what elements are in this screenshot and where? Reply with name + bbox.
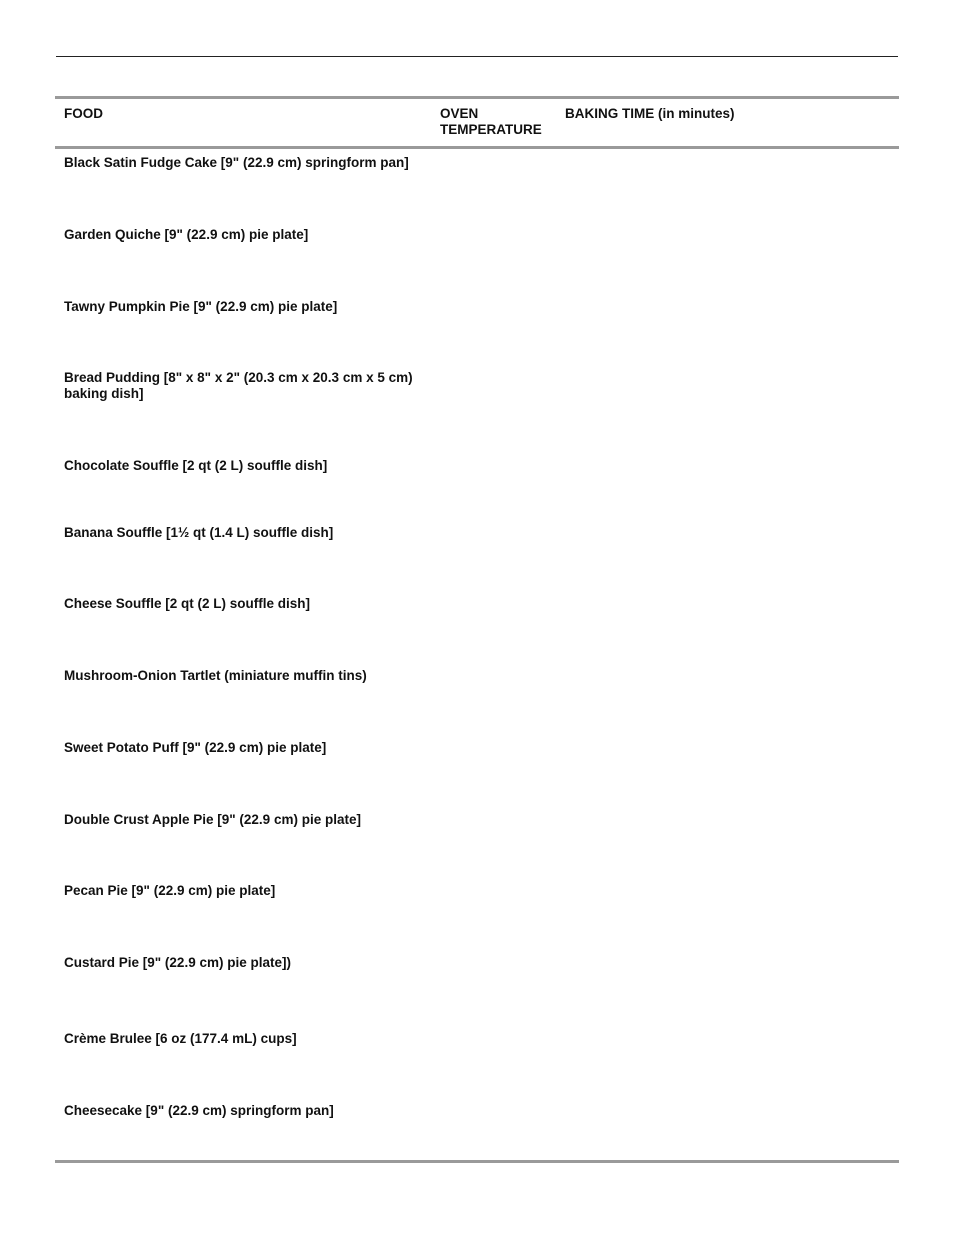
table-row: Garden Quiche [9" (22.9 cm) pie plate] bbox=[64, 227, 309, 242]
table-row: Pecan Pie [9" (22.9 cm) pie plate] bbox=[64, 883, 276, 898]
table-row: Crème Brulee [6 oz (177.4 mL) cups] bbox=[64, 1031, 297, 1046]
header-food: FOOD bbox=[64, 106, 103, 121]
table-row: Banana Souffle [1½ qt (1.4 L) souffle dish] bbox=[64, 525, 334, 540]
header-baking-time: BAKING TIME (in minutes) bbox=[565, 106, 735, 121]
header-oven-temperature bbox=[440, 106, 560, 138]
header-oven-temperature-line1: OVEN bbox=[440, 106, 479, 121]
table-row: Cheesecake [9" (22.9 cm) springform pan] bbox=[64, 1103, 334, 1118]
table-body bbox=[55, 149, 899, 1161]
top-rule bbox=[56, 56, 898, 57]
table-row: Bread Pudding [8" x 8" x 2" (20.3 cm x 20.3 cm x 5 cm) baking dish] bbox=[64, 370, 413, 401]
table-row: Black Satin Fudge Cake [9" (22.9 cm) springform pan] bbox=[64, 155, 409, 170]
table-header bbox=[55, 99, 899, 146]
bottom-rule bbox=[55, 1160, 899, 1163]
table-row: Tawny Pumpkin Pie [9" (22.9 cm) pie plate] bbox=[64, 299, 338, 314]
table-row: Sweet Potato Puff [9" (22.9 cm) pie plate] bbox=[64, 740, 327, 755]
table-row: Cheese Souffle [2 qt (2 L) souffle dish] bbox=[64, 596, 311, 611]
table-row: Double Crust Apple Pie [9" (22.9 cm) pie plate] bbox=[64, 812, 361, 827]
table-row: Custard Pie [9" (22.9 cm) pie plate]) bbox=[64, 955, 291, 970]
table-row: Chocolate Souffle [2 qt (2 L) souffle dish] bbox=[64, 458, 328, 473]
header-oven-temperature-line2: TEMPERATURE bbox=[440, 122, 542, 137]
baking-table bbox=[55, 96, 899, 1161]
table-row: Mushroom-Onion Tartlet (miniature muffin tins) bbox=[64, 668, 367, 683]
